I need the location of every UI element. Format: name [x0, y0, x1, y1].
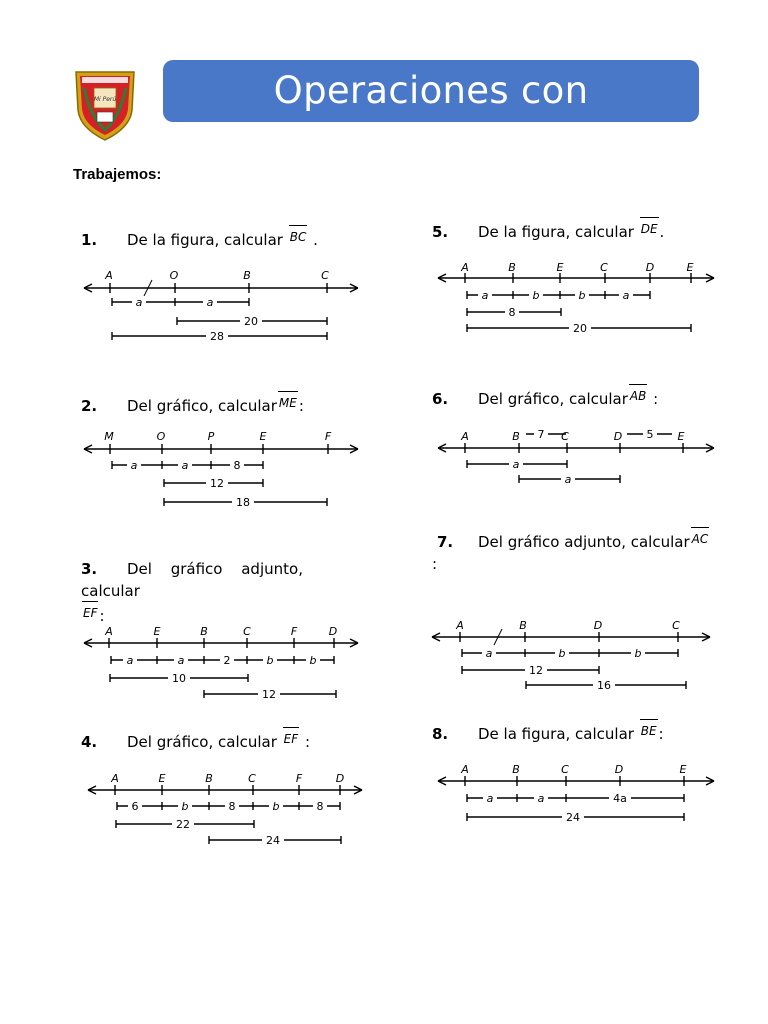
segment-label: b	[309, 654, 317, 667]
point-label: C	[600, 261, 608, 274]
point-label: P	[207, 430, 215, 443]
figure-8	[434, 760, 724, 830]
segment-symbol: BE	[639, 720, 659, 742]
segment-symbol: EF	[282, 728, 300, 750]
problem-4: 4. Del gráfico, calcular EF :	[81, 728, 310, 753]
segment-label: a	[135, 296, 143, 309]
segment-label: a	[622, 289, 630, 302]
point-label: C	[561, 430, 569, 443]
segment-label: b	[634, 647, 642, 660]
problem-1: 1. De la figura, calcular BC .	[81, 226, 318, 251]
point-label: D	[613, 430, 623, 443]
point-label: E	[686, 261, 694, 274]
segment-symbol: ME	[277, 392, 299, 414]
segment-label: a	[485, 647, 493, 660]
point-label: A	[111, 772, 119, 785]
point-label: E	[153, 625, 161, 638]
segment-label: a	[130, 459, 138, 472]
section-subheading: Trabajemos:	[73, 166, 162, 183]
segment-label: a	[126, 654, 134, 667]
point-label: E	[158, 772, 166, 785]
segment-symbol: DE	[639, 218, 660, 240]
problem-7: 7. Del gráfico adjunto, calcular AC :	[432, 528, 732, 575]
segment-label: 20	[573, 322, 587, 335]
point-label: B	[519, 619, 527, 632]
problem-2: 2. Del gráfico, calcular ME :	[81, 392, 304, 417]
point-label: A	[105, 625, 113, 638]
segment-label: 8	[508, 306, 516, 319]
segment-label: 12	[210, 477, 224, 490]
point-label: D	[645, 261, 655, 274]
problem-5: 5. De la figura, calcular DE .	[432, 218, 664, 243]
segment-label: b	[272, 800, 280, 813]
segment-label: a	[564, 473, 572, 486]
segment-label: a	[177, 654, 185, 667]
segment-label: 4a	[613, 792, 627, 805]
point-label: F	[324, 430, 332, 443]
point-label: B	[243, 269, 251, 282]
segment-label: b	[532, 289, 540, 302]
point-label: E	[679, 763, 687, 776]
segment-label: 8	[316, 800, 324, 813]
segment-label: 24	[266, 834, 280, 847]
point-label: E	[259, 430, 267, 443]
school-crest-logo	[70, 66, 140, 142]
segment-label: b	[558, 647, 566, 660]
point-label: A	[461, 763, 469, 776]
point-label: M	[104, 430, 114, 443]
segment-symbol: AC	[690, 528, 711, 550]
point-label: O	[169, 269, 179, 282]
point-label: A	[461, 430, 469, 443]
segment-symbol: AB	[628, 385, 648, 407]
segment-label: b	[266, 654, 274, 667]
segment-label: 8	[233, 459, 241, 472]
segment-label: 5	[646, 428, 654, 441]
point-label: B	[200, 625, 208, 638]
segment-label: a	[512, 458, 520, 471]
point-label: E	[556, 261, 564, 274]
segment-label: b	[578, 289, 586, 302]
point-label: B	[205, 772, 213, 785]
segment-label: 20	[244, 315, 258, 328]
segment-label: 7	[537, 428, 545, 441]
point-label: D	[614, 763, 624, 776]
point-label: A	[456, 619, 464, 632]
segment-label: a	[537, 792, 545, 805]
point-label: E	[677, 430, 685, 443]
point-label: A	[461, 261, 469, 274]
point-label: C	[248, 772, 256, 785]
figure-1	[80, 266, 370, 346]
segment-label: a	[486, 792, 494, 805]
point-label: F	[290, 625, 298, 638]
point-label: B	[512, 763, 520, 776]
problem-6: 6. Del gráfico, calcular AB :	[432, 385, 658, 410]
figure-4	[84, 770, 374, 850]
figure-2	[80, 428, 370, 513]
segment-label: b	[181, 800, 189, 813]
point-label: C	[243, 625, 251, 638]
point-label: C	[672, 619, 680, 632]
segment-label: 8	[228, 800, 236, 813]
point-label: B	[508, 261, 516, 274]
point-label: O	[156, 430, 166, 443]
segment-label: 18	[236, 496, 250, 509]
point-label: D	[328, 625, 338, 638]
figure-5	[434, 258, 724, 338]
logo-motto: Mi Perú	[93, 96, 117, 103]
figure-3	[80, 624, 370, 704]
segment-label: a	[481, 289, 489, 302]
point-label: C	[321, 269, 329, 282]
figure-7	[428, 616, 718, 696]
segment-label: 10	[172, 672, 186, 685]
segment-symbol: BC	[288, 226, 309, 248]
segment-label: 6	[131, 800, 139, 813]
segment-symbol: EF	[81, 602, 99, 624]
point-label: D	[593, 619, 603, 632]
point-label: F	[295, 772, 303, 785]
segment-label: 12	[529, 664, 543, 677]
segment-label: 12	[262, 688, 276, 701]
problem-8: 8. De la figura, calcular BE :	[432, 720, 664, 745]
segment-label: 2	[223, 654, 231, 667]
point-label: C	[561, 763, 569, 776]
point-label: D	[335, 772, 345, 785]
point-label: B	[512, 430, 520, 443]
segment-label: 16	[597, 679, 611, 692]
segment-label: a	[206, 296, 214, 309]
page-title-banner: Operaciones con Segmentos	[163, 60, 699, 122]
segment-label: a	[181, 459, 189, 472]
segment-label: 28	[210, 330, 224, 343]
segment-label: 24	[566, 811, 580, 824]
segment-label: 22	[176, 818, 190, 831]
problem-3: 3. Del gráfico adjunto, calcular EF :	[81, 560, 303, 625]
point-label: A	[105, 269, 113, 282]
figure-6	[434, 424, 724, 494]
